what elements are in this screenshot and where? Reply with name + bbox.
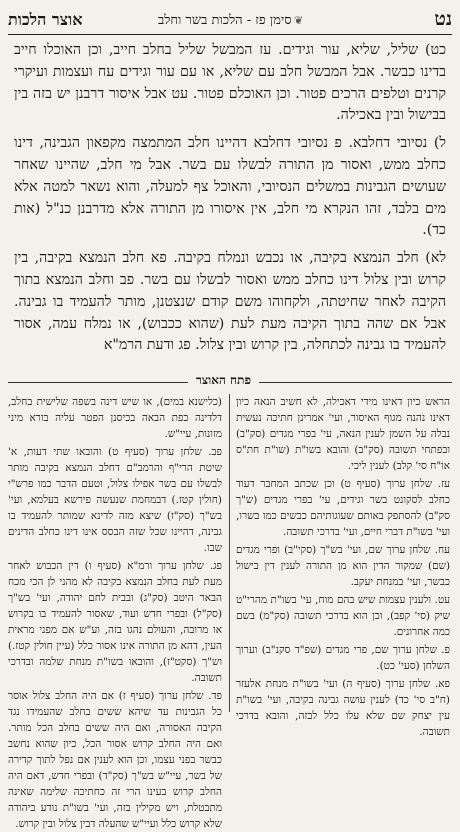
commentary-left-column — [8, 394, 222, 830]
commentary-note: פב. שלחן ערוך (סעיף ט) והובאו שתי דעות, א' שיטת הרי"ף והרמב"ם דחלב הנמצא בקיבה מותר לבשלו עם בשר אפילו צלול, וטעם הדבר כמו פרש"י (חולין קטז.) דבמחמת שנעשה פירשא בעלמא, ועי' בש"ך (סק"ז) שיצא מזה לדינא שמותר להעמיד בו גבינה, דהיינו שכל שזה הבסס אינו דינו כחלב הדינים שבו. — [8, 446, 222, 554]
commentary-note: עח. שלחן ערוך שם, ועי' בש"ך (סקי"ב) ופרי מגדים (שם) שמקור הדין הוא מן התורה לענין דין בישול כבשר, ועי' במנחת יעקב. — [236, 544, 450, 588]
header-rule — [8, 34, 452, 35]
commentary-note: פג. שלחן ערוך ורמ"א (סעיף ו) דין הכבוש לאחר מעת לעת בחלב הנמצא בקיבה לא מהני לן הכי מכח הבאר היטב (סק"ג) ובבית לחם יהודה, ועי' בש"ך (סק"ל) ובפרי חדש ועוד, שאסור להעמיד בו בקרוש או מרובה, והעולם נהגו בזה, וע"ש אם מפני מראית העין, דהא מן התורה אינו אסור כלל (עיין חולין קטז.) וש"ך (סקט"ז), והובאו בשו"ת מנחת שלמה ובדרכי תשובה. — [8, 560, 222, 684]
commentary-note: עז. שלחן ערוך (סעיף ט) וכן שכתב המחבר דעוד כחלב לסקונט בשר וגידים, עי' בפרי מגדים (ש"ך סק"ב) להסתפק באותם שעוגותיהם כבשים כמו בשרו, ועי' בשו"ת דברי חיים, ועי' בדרכי תשובה. — [236, 478, 450, 538]
section-title: סימן פז - הלכות בשר וחלב — [158, 13, 292, 28]
commentary-note: עט. ולענין עצמות שיש בהם מוח, עי' בשו"ת מהרי"ט שיק (סי' קפב), וכן הוא בדרכי תשובה (סק"מ) בשם כמה אחרונים. — [236, 594, 450, 638]
ornament-icon: ❦ — [294, 14, 304, 27]
book-title: אוצר הלכות — [8, 10, 83, 29]
main-paragraph: כט) שליל, שליא, עור וגידים. עז המבשל שליל בחלב חייב, וכן האוכלו חייב בדינו כבשר. אבל המבשל חלב עם שליא, או עם עור וגידים עח ועצמות ועיקרי קרנים וטלפים הרכים פטור. וכן האוכלם פטור. עט אבל איסור דרבנן יש בזה בין בבישול ובין באכילה. — [14, 42, 446, 124]
page-number: נט — [434, 8, 452, 30]
main-paragraph: ל) נסיובי דחלבא. פ נסיובי דחלבא דהיינו חלב המתמצה מקפאון הגבינה, דינו כחלב ממש, ואסור מן התורה לבשלו עם בשר. אבל מי חלב, שהיינו שאחר שעושים הגבינות במשלים הנסיובי, והאוכל צף למעלה, והוא נשאר למטה אלא מים בלבד, זהו הנקרא מי חלב, אין איסורו מן התורה אלא מדרבנן כנ"ל (אות כד). — [14, 135, 446, 239]
commentary-note: פד. שלחן ערוך (סעיף ז) אם היה החלב צלול אוסר כל הגבינות עד שיהא ששים בחלב שהעמידו נגד הקיבה האסורה, ואם היה ששים בחלב הכל מותר. ואם היה החלב קרוש אסור הכל, כיון שהוא נחשב כבשר בפני עצמו, וכן הוא לענין אם נפל לתוך קדירה של בשר, עיי"ש בש"ך (סק"ד) ובפרי חדש, דאם היה החלב קרוש בעינו הרי זה כחתיכה שלימה שאינה מתבטלת, ויש מקילין בזה, ועי' בשו"ת נודע ביהודה שלא קרוש כלל ועיי"ש שהעלה דבין צלול ובין קרוש. — [8, 690, 222, 830]
column-separator — [229, 394, 230, 712]
commentary-title: פתח האוצר — [188, 373, 259, 388]
main-paragraph: לא) חלב הנמצא בקיבה, או נכבש ונמלח בקיבה. פא חלב הנמצא בקיבה, בין קרוש ובין צלול דינו כחלב ממש ואסור לבשלו עם בשר. פב וחלב הנמצא בתוך הקיבה לאחר שחיטתה, ולקחוהו משם קודם שנצטנן, מותר להעמיד בו גבינה. אבל אם שהה בתוך הקיבה מעת לעת (שהוא ככבוש), או נמלח עמה, אסור להעמיד בו גבינה לכתחלה, בין קרוש ובין צלול. פג ודעת הרמ"א — [14, 250, 446, 354]
commentary-divider — [8, 374, 452, 390]
commentary-note: הראש כיון דאינו מידי דאכילה, לא חשיב הנאה כיון דאינו נהנה מגוף האיסור, ועי' אמרינן חתיכה נעשית נבלה על השמן לענין הנאה, עי' בפרי מגדים (סק"ב) ובפתחי תשובה (סק"ב) והובא בשו"ת (שו"ת חת"ס או"ח סי' קלב) לענין ליכי. — [236, 396, 450, 472]
commentary-note: (כלישנא במים), או שיש דינה בשפה שלישית בחלב, דלדינה כפת הבאה בכיסנן הפטר עליה בורא מיני מזונות, עיי"ש. — [8, 396, 222, 440]
page-header — [8, 8, 452, 30]
commentary-note: פ. שלחן ערוך שם, פרי מגדים (שפ"ד סקנ"ב) וערוך השלחן (סעי' כט). — [236, 644, 450, 672]
commentary-right-column — [236, 394, 450, 738]
commentary-note: פא. שלחן ערוך (סעיף ה) ועי' בשו"ת מנחת אלעזר (ח"ב סי' כד) לענין עושה גבינה בקיבה, ועי' בשו"ת עין יצחק שם שלא עלו כלל לבזה, והובא בדרכי תשובה. — [236, 678, 450, 738]
main-text — [14, 40, 446, 363]
